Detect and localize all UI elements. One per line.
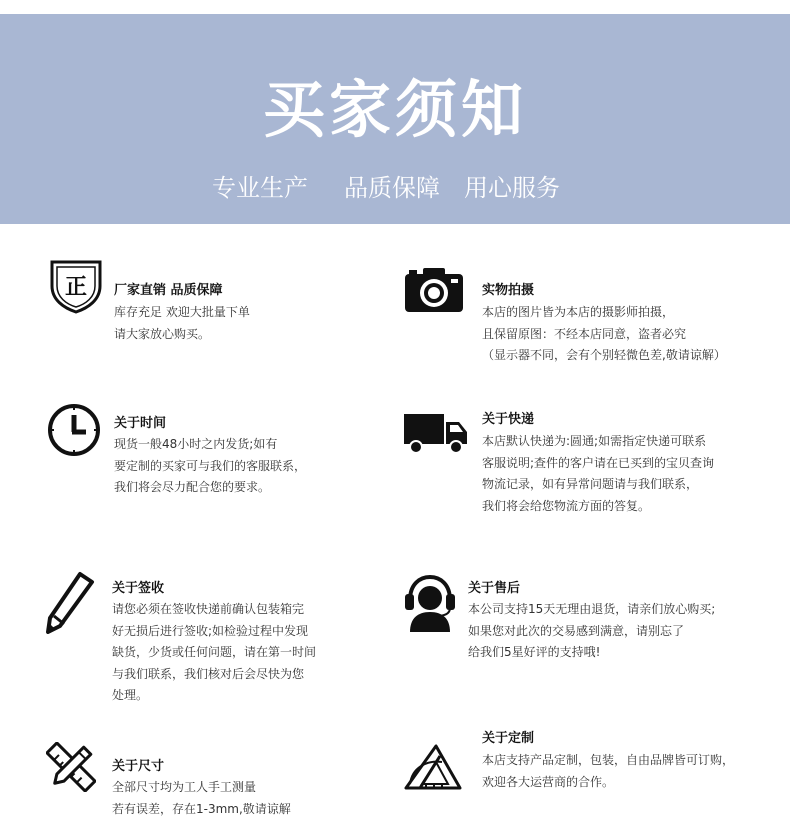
- item-description: 本店支持产品定制，包装，自由品牌皆可订购， 欢迎各大运营商的合作。: [482, 753, 735, 789]
- item-description: 库存充足 欢迎大批量下单 请大家放心购买。: [114, 305, 250, 341]
- shield-zheng-icon: [48, 258, 104, 318]
- item-description: 请您必须在签收快递前确认包装箱完 好无损后进行签收;如检验过程中发现 缺货，少货或任何问题，请在第一时间 与我们联系，我们核对后会尽快为您 处理。: [112, 602, 317, 702]
- headset-icon: [404, 574, 456, 638]
- item-description: 本店默认快递为:圆通;如需指定快递可联系 客服说明;查件的客户请在已买到的宝贝查询 物流记录，如有异常问题请与我们联系， 我们将会给您物流方面的答复。: [482, 434, 715, 513]
- truck-icon: [403, 412, 469, 460]
- item-title: 实物拍摄: [482, 283, 535, 298]
- item-description: 全部尺寸均为工人手工测量 若有误差，存在1-3mm,敬请谅解: [112, 780, 291, 816]
- header-banner: [0, 14, 790, 224]
- banner-subtitle-production: 专业生产: [212, 174, 308, 202]
- item-title: 关于售后: [468, 581, 521, 596]
- item-title: 关于定制: [482, 731, 535, 746]
- item-title: 厂家直销 品质保障: [114, 283, 223, 298]
- page-title: 买家须知: [262, 73, 527, 146]
- pencil-icon: [46, 570, 96, 638]
- item-title: 关于快递: [482, 412, 535, 427]
- ruler-pencil-icon: [46, 742, 96, 796]
- banner-subtitle-quality: 品质保障: [344, 174, 440, 202]
- item-title: 关于尺寸: [112, 759, 165, 774]
- clock-icon: [46, 402, 102, 462]
- svg-text:正: 正: [64, 275, 88, 300]
- camera-icon: [403, 266, 465, 318]
- item-description: 本公司支持15天无理由退货，请亲们放心购买; 如果您对此次的交易感到满意，请别忘了 给我们5星好评的支持哦!: [468, 602, 716, 659]
- item-title: 关于时间: [114, 416, 167, 431]
- banner-subtitle-service: 用心服务: [464, 174, 560, 202]
- item-description: 现货一般48小时之内发货;如有 要定制的买家可与我们的客服联系， 我们将会尽力配合您的要求。: [114, 437, 307, 494]
- item-description: 本店的图片皆为本店的摄影师拍摄， 且保留原图：不经本店同意，盗者必究 （显示器不同，会有个别轻微色差,敬请谅解）: [482, 305, 726, 362]
- item-title: 关于签收: [112, 581, 165, 596]
- compass-icon: [402, 740, 464, 796]
